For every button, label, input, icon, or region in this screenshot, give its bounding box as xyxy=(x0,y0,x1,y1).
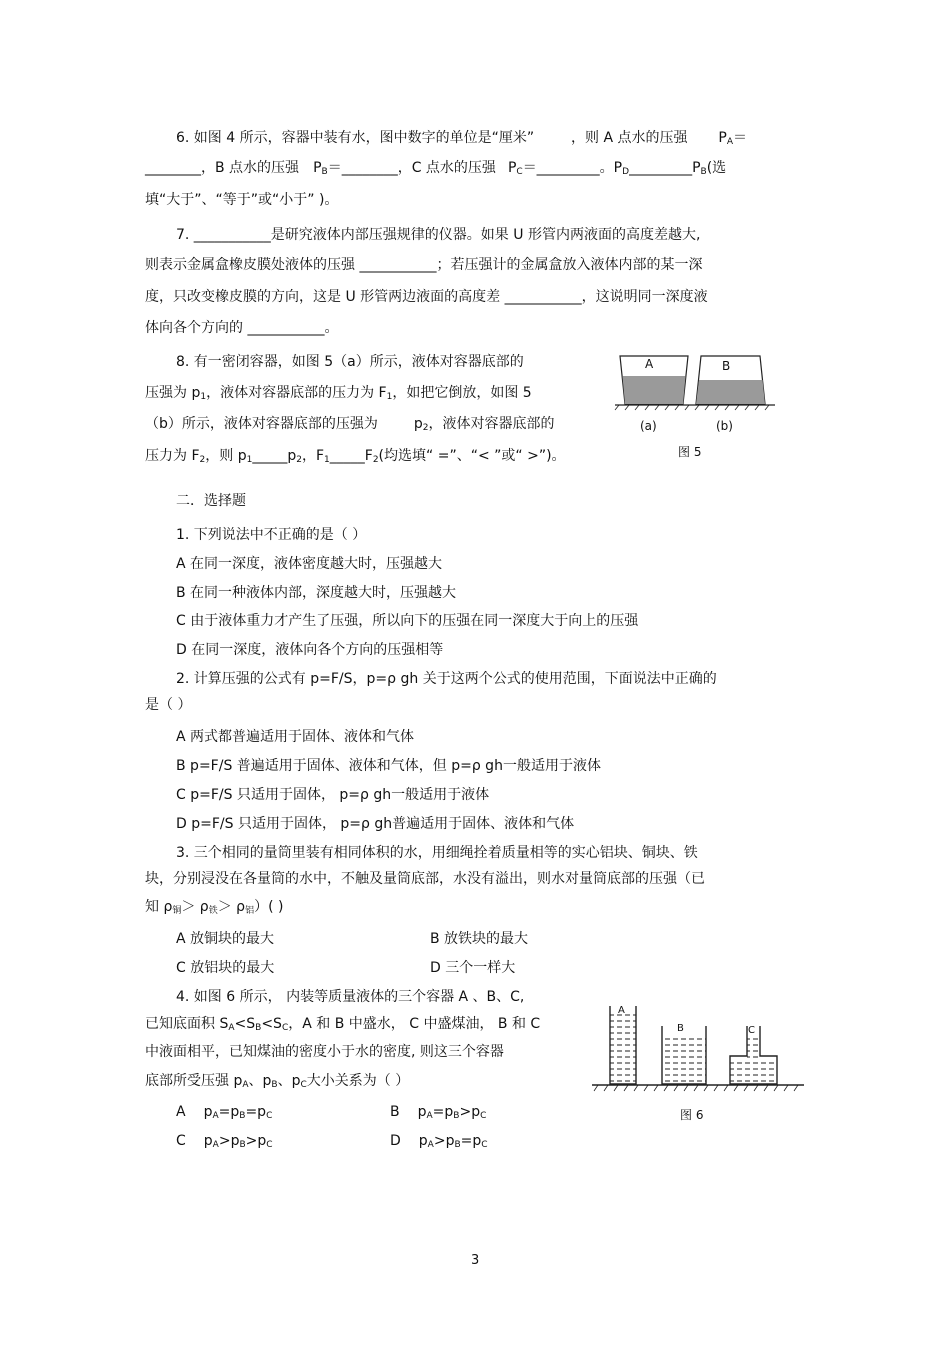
q6-sub: B xyxy=(321,167,328,177)
mc4-stem-3: 中液面相平，已知煤油的密度小于水的密度, 则这三个容器 xyxy=(145,1044,504,1060)
q8-line1: 8. 有一密闭容器，如图 5（a）所示，液体对容器底部的 xyxy=(176,354,524,370)
mc4-sub: B xyxy=(454,1140,461,1150)
q6-line1 xyxy=(176,128,747,148)
mc3-text: ＞ ρ xyxy=(217,899,246,915)
mc1-option-b: B 在同一种液体内部，深度越大时，压强越大 xyxy=(176,585,457,601)
q6-sub: B xyxy=(700,167,707,177)
mc4-text: >p xyxy=(433,1133,455,1149)
liquid-a xyxy=(610,1014,636,1084)
q7-line2: 则表示金属盒橡皮膜处液体的压强 ___________；若压强计的金属盒放入液体内部的某一深 xyxy=(145,257,703,273)
mc1-stem: 1. 下列说法中不正确的是（ ） xyxy=(176,527,367,543)
mc3-sub: 铝 xyxy=(245,906,255,916)
mc3-sub: 铜 xyxy=(172,906,182,916)
q8-text: (均选填“ =”、“< ”或“ >”)。 xyxy=(378,448,566,464)
fig6-caption: 图 6 xyxy=(680,1108,704,1122)
ground-hatching xyxy=(615,405,769,410)
mc4-text: =p xyxy=(218,1104,240,1120)
mc4-option-label: B xyxy=(390,1104,400,1120)
mc3-option-b: B 放铁块的最大 xyxy=(430,931,529,947)
mc4-text: 底部所受压强 p xyxy=(145,1073,243,1089)
q8-sub: 1 xyxy=(386,392,393,402)
mc4-sub: B xyxy=(239,1140,246,1150)
mc3-stem-2: 块，分别浸没在各量筒的水中，不触及量筒底部，水没有溢出，则水对量筒底部的压强（已 xyxy=(145,871,705,887)
mc4-text: =p xyxy=(245,1104,267,1120)
mc4-text: >p xyxy=(218,1133,240,1149)
liquid-c-neck xyxy=(747,1038,760,1058)
mc4-text: =p xyxy=(432,1104,454,1120)
mc3-text: ＞ ρ xyxy=(181,899,209,915)
q8-text: _____p xyxy=(252,448,297,464)
q6-line3: 填“大于”、“等于”或“小于” )。 xyxy=(145,192,339,208)
mc4-text: >p xyxy=(245,1133,267,1149)
mc4-text: =p xyxy=(460,1133,482,1149)
q7-line1: 7. ___________是研究液体内部压强规律的仪器。如果 U 形管内两液面的高度差越大, xyxy=(176,227,701,243)
mc4-sub: C xyxy=(281,1023,289,1033)
mc4-text: <S xyxy=(261,1016,282,1032)
mc4-sub: A xyxy=(212,1140,219,1150)
q6-text: ________，B 点水的压强 xyxy=(145,160,300,176)
q8-line4 xyxy=(145,446,566,466)
mc3-stem-3 xyxy=(145,897,283,917)
mc3-text: ）( ) xyxy=(254,899,284,915)
mc4-stem-4 xyxy=(145,1071,409,1091)
mc2-option-b: B p=F/S 普遍适用于固体、液体和气体，但 p=ρ gh一般适用于液体 xyxy=(176,758,601,774)
mc4-sub: C xyxy=(266,1111,273,1121)
mc4-sub: C xyxy=(481,1140,488,1150)
mc4-option-label: D xyxy=(390,1133,401,1149)
q8-sub: 2 xyxy=(422,423,429,433)
mc4-option-b xyxy=(390,1102,486,1122)
mc4-text: 、p xyxy=(277,1073,301,1089)
mc4-text: <S xyxy=(234,1016,256,1032)
mc4-option-d xyxy=(390,1131,488,1151)
q8-text: ，液体对容器底部的 xyxy=(428,416,555,432)
q8-sub: 1 xyxy=(246,455,253,465)
mc3-option-a: A 放铜块的最大 xyxy=(176,931,275,947)
q6-text: ＝________，C 点水的压强 xyxy=(327,160,496,176)
q8-text: p xyxy=(413,416,423,432)
fig5-caption: 图 5 xyxy=(678,445,702,459)
liquid-a xyxy=(623,376,686,404)
mc2-option-a: A 两式都普遍适用于固体、液体和气体 xyxy=(176,729,415,745)
mc3-stem-1: 3. 三个相同的量筒里装有相同体积的水，用细绳拴着质量相等的实心铝块、铜块、铁 xyxy=(176,845,698,861)
mc4-stem-1: 4. 如图 6 所示， 内装等质量液体的三个容器 A 、B、C, xyxy=(176,989,525,1005)
q7-line4: 体向各个方向的 ___________。 xyxy=(145,320,339,336)
q6-sub: C xyxy=(516,167,523,177)
liquid-b xyxy=(662,1038,706,1084)
mc2-option-c: C p=F/S 只适用于固体， p=ρ gh一般适用于液体 xyxy=(176,787,490,803)
mc4-text: p xyxy=(418,1133,428,1149)
q8-text: 压强为 p xyxy=(145,385,201,401)
fig6-label-a: A xyxy=(618,1005,625,1016)
q8-text: ，则 p xyxy=(205,448,247,464)
mc3-option-d: D 三个一样大 xyxy=(430,960,516,976)
q6-symbol: P xyxy=(507,160,517,176)
mc2-stem-2: 是（ ） xyxy=(145,697,192,713)
q8-text: ，如把它倒放，如图 5 xyxy=(392,385,532,401)
q8-sub: 1 xyxy=(324,455,330,465)
mc4-sub: A xyxy=(426,1111,433,1121)
mc4-sub: B xyxy=(255,1023,262,1033)
page-number: 3 xyxy=(471,1253,480,1268)
fig5-caption-b: (b) xyxy=(716,419,733,433)
mc4-option-label: C xyxy=(176,1133,186,1149)
mc4-sub: B xyxy=(239,1111,246,1121)
q6-text: ＝_________。P xyxy=(522,160,623,176)
mc4-sub: A xyxy=(228,1023,235,1033)
mc4-sub: B xyxy=(271,1080,278,1090)
q8-text: ，F xyxy=(301,448,325,464)
mc3-sub: 铁 xyxy=(208,906,218,916)
q6-eq: ＝ xyxy=(733,130,748,146)
mc4-option-label: A xyxy=(176,1104,186,1120)
q8-sub: 2 xyxy=(372,455,379,465)
mc4-sub: C xyxy=(300,1080,307,1090)
q8-sub: 2 xyxy=(199,455,206,465)
mc4-option-a xyxy=(176,1102,272,1122)
mc3-text: 知 ρ xyxy=(145,899,173,915)
mc1-option-c: C 由于液体重力才产生了压强，所以向下的压强在同一深度大于向上的压强 xyxy=(176,613,639,629)
q6-text: _________P xyxy=(629,160,701,176)
mc2-stem-1: 2. 计算压强的公式有 p=F/S，p=ρ gh 关于这两个公式的使用范围，下面说法中正确的 xyxy=(176,671,717,687)
ground-hatching xyxy=(594,1085,798,1091)
mc4-text: 大小关系为（ ） xyxy=(306,1073,410,1089)
mc4-text: >p xyxy=(459,1104,481,1120)
q8-sub: 2 xyxy=(296,455,302,465)
q6-text: 6. 如图 4 所示，容器中装有水，图中数字的单位是“厘米” xyxy=(176,130,535,146)
mc4-sub: C xyxy=(266,1140,273,1150)
q6-text: (选 xyxy=(706,160,727,176)
section-title: 二．选择题 xyxy=(176,493,246,509)
mc4-text: p xyxy=(417,1104,427,1120)
q8-text: _____F xyxy=(329,448,373,464)
mc4-stem-2 xyxy=(145,1014,540,1034)
liquid-b xyxy=(696,380,765,404)
mc4-text: 、p xyxy=(248,1073,272,1089)
mc4-text: p xyxy=(203,1104,213,1120)
q8-text: 压力为 F xyxy=(145,448,200,464)
q8-line2 xyxy=(145,383,532,403)
q6-sub: D xyxy=(622,167,630,177)
mc4-sub: A xyxy=(427,1140,434,1150)
mc4-text: p xyxy=(203,1133,213,1149)
fig6-label-c: C xyxy=(748,1025,755,1036)
mc4-text: ，A 和 B 中盛水， C 中盛煤油， B 和 C xyxy=(288,1016,541,1032)
q6-line2 xyxy=(145,158,726,178)
figure-5 xyxy=(615,350,785,410)
q6-symbol: P xyxy=(313,160,322,176)
mc2-option-d: D p=F/S 只适用于固体， p=ρ gh普遍适用于固体、液体和气体 xyxy=(176,816,575,832)
q6-sub: A xyxy=(726,137,734,147)
liquid-c-base xyxy=(730,1058,777,1084)
q8-sub: 1 xyxy=(200,392,207,402)
q8-text: （b）所示，液体对容器底部的压强为 xyxy=(145,416,378,432)
q7-line3: 度，只改变橡皮膜的方向，这是 U 形管两边液面的高度差 ___________，这说明同一深度液 xyxy=(145,289,708,305)
mc4-sub: A xyxy=(242,1080,249,1090)
q6-symbol: P xyxy=(718,130,727,146)
fig6-label-b: B xyxy=(677,1023,684,1034)
fig5-label-a-letter: A xyxy=(645,357,654,371)
mc4-text: 已知底面积 S xyxy=(145,1016,229,1032)
mc4-sub: B xyxy=(453,1111,460,1121)
mc1-option-d: D 在同一深度，液体向各个方向的压强相等 xyxy=(176,642,444,658)
mc1-option-a: A 在同一深度，液体密度越大时，压强越大 xyxy=(176,556,443,572)
q8-line3 xyxy=(145,414,555,434)
mc4-option-c xyxy=(176,1131,273,1151)
mc4-sub: A xyxy=(212,1111,219,1121)
fig5-label-b-letter: B xyxy=(722,359,731,373)
mc4-sub: C xyxy=(480,1111,487,1121)
mc3-option-c: C 放铝块的最大 xyxy=(176,960,275,976)
fig5-caption-a: (a) xyxy=(640,419,657,433)
q6-text: ，则 A 点水的压强 xyxy=(571,130,688,146)
q8-text: ，液体对容器底部的压力为 F xyxy=(206,385,387,401)
